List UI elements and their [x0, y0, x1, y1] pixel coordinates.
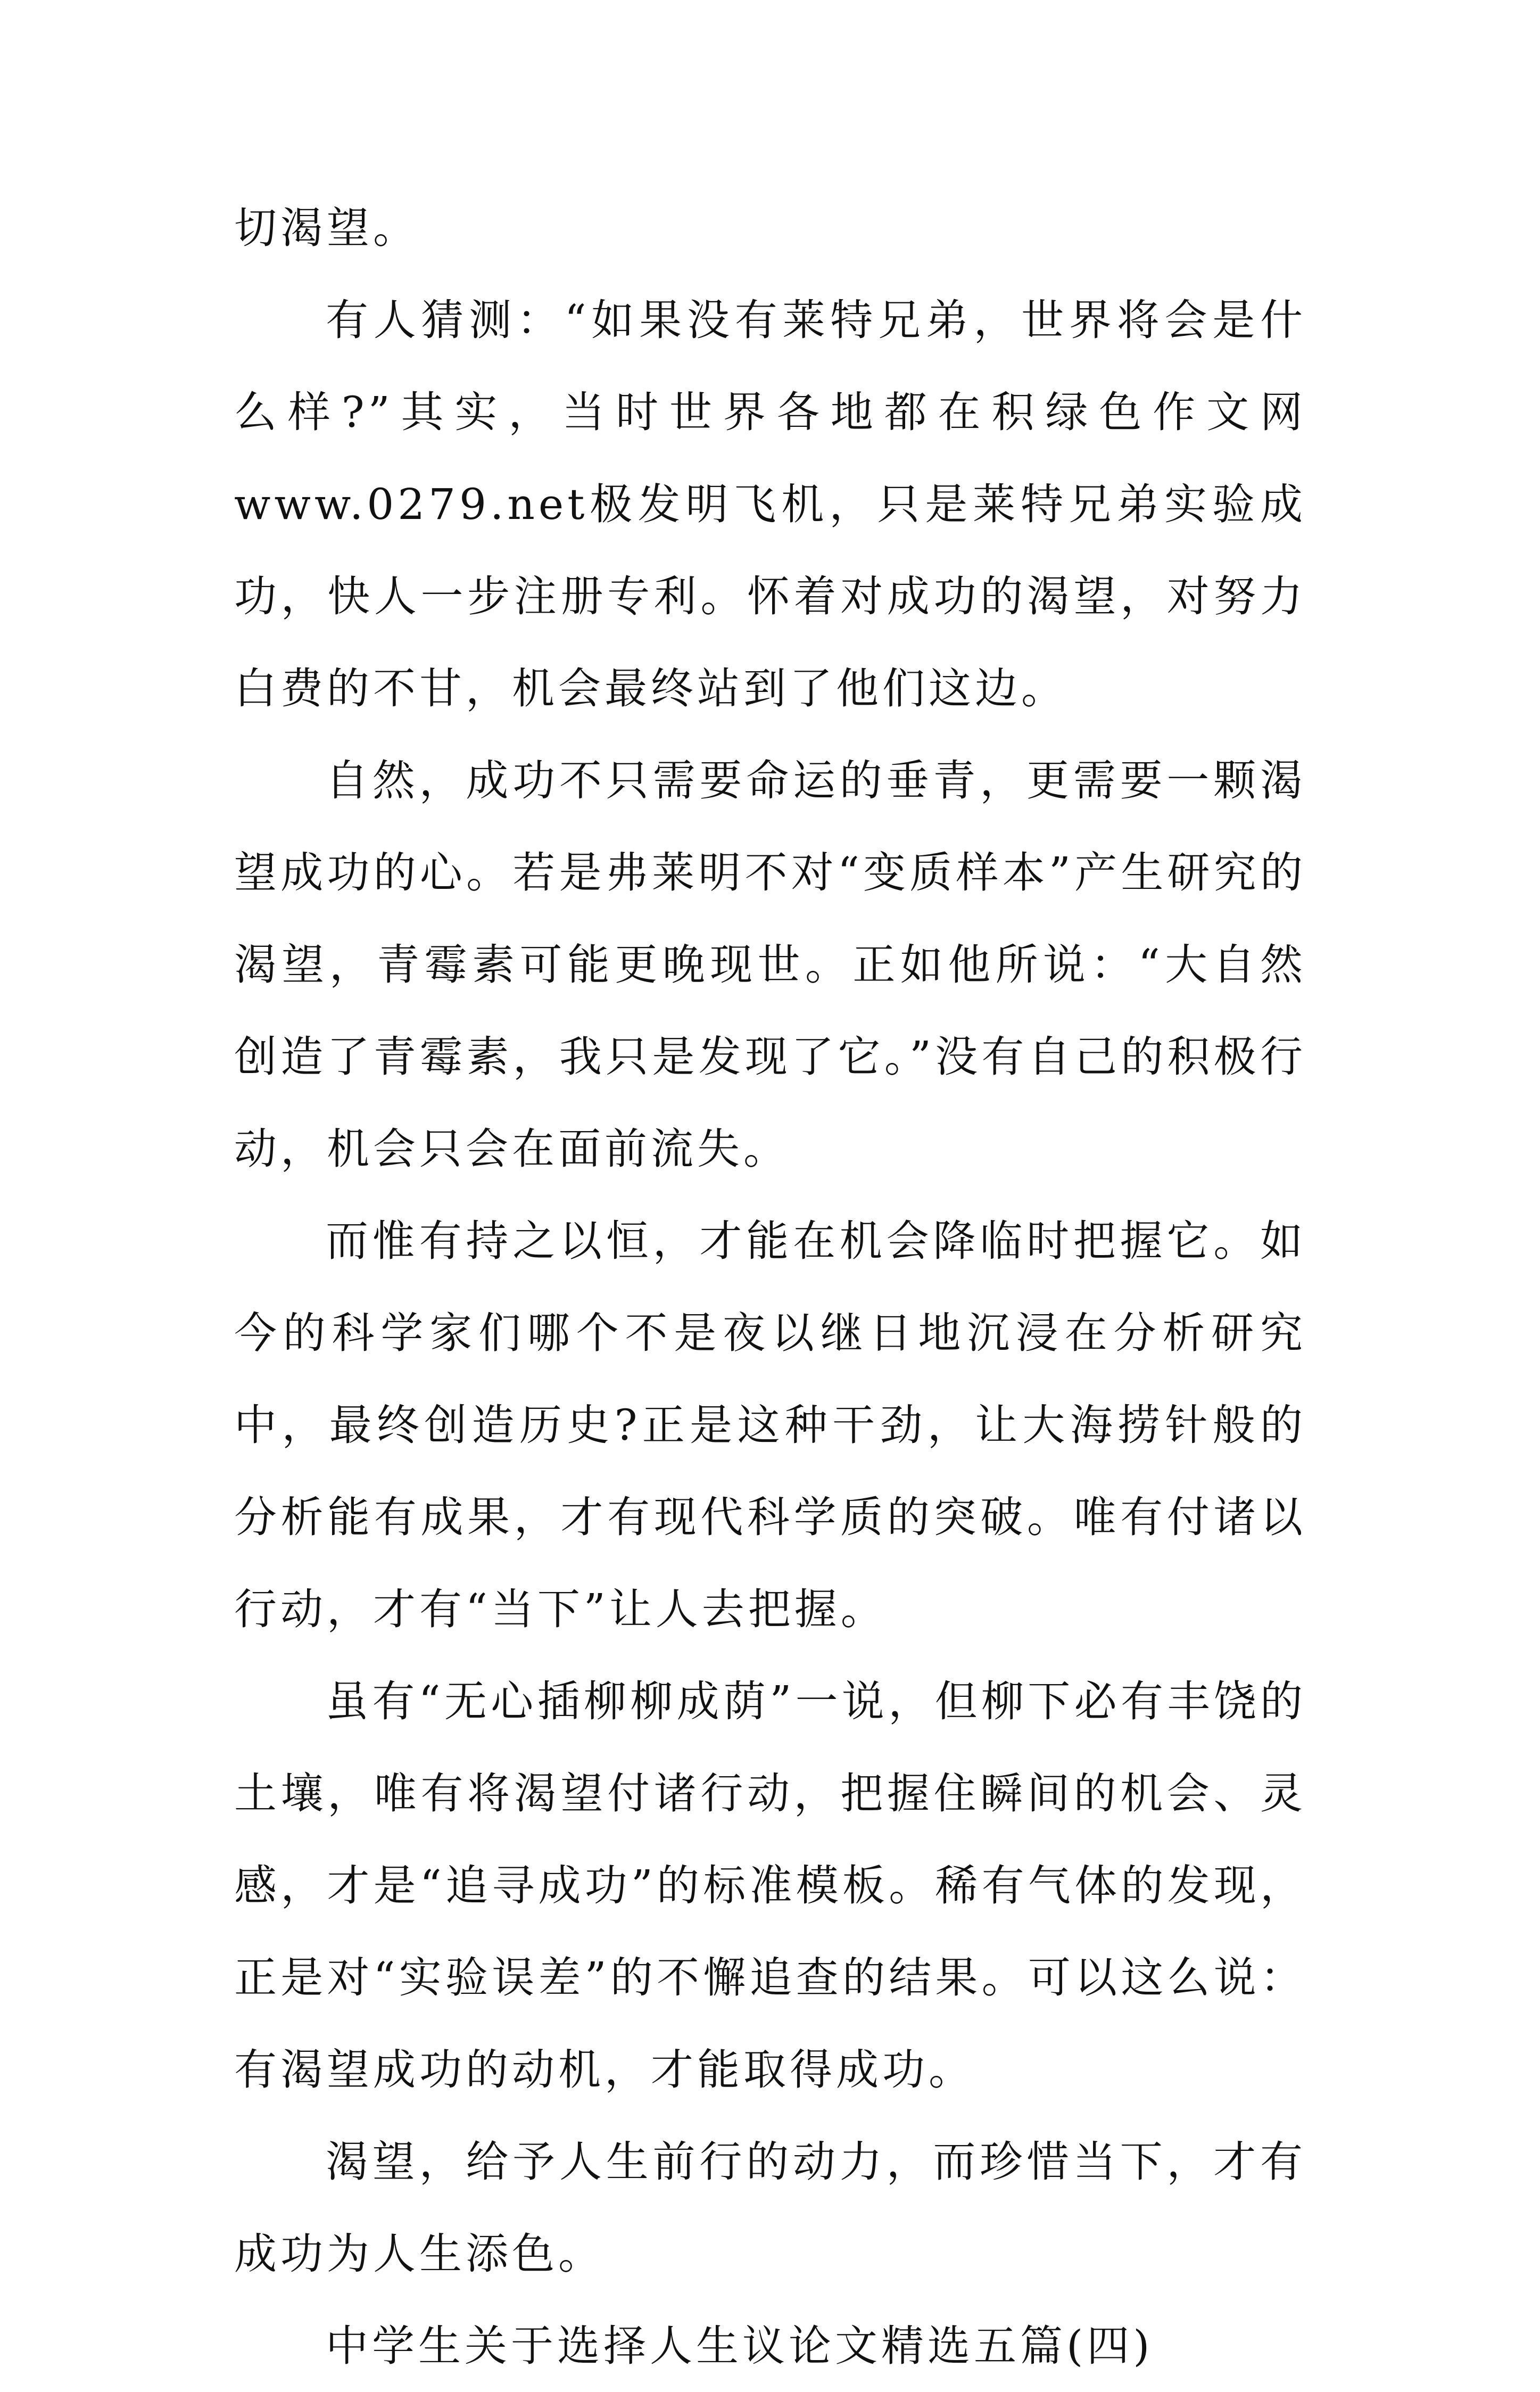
body-text: [234, 182, 1306, 2392]
paragraph-5: 虽有“无心插柳柳成荫”一说，但柳下必有丰饶的土壤，唯有将渴望付诸行动，把握住瞬间的机会、灵感，才是“追寻成功”的标准模板。稀有气体的发现，正是对“实验误差”的不懈追查的结果。可以这么说：有渴望成功的动机，才能取得成功。: [234, 1677, 1306, 2094]
paragraph-4: 而惟有持之以恒，才能在机会降临时把握它。如今的科学家们哪个不是夜以继日地沉浸在分析研究中，最终创造历史?正是这种干劲，让大海捞针般的分析能有成果，才有现代科学质的突破。唯有付诸以行动，才有“当下”让人去把握。: [234, 1216, 1306, 1634]
section-heading: 中学生关于选择人生议论文精选五篇(四): [326, 2321, 1154, 2371]
paragraph-1: 切渴望。: [234, 203, 419, 253]
paragraph-6: 渴望，给予人生前行的动力，而珍惜当下，才有成功为人生添色。: [234, 2137, 1306, 2279]
paragraph-3: 自然，成功不只需要命运的垂青，更需要一颗渴望成功的心。若是弗莱明不对“变质样本”产生研究的渴望，青霉素可能更晚现世。正如他所说：“大自然创造了青霉素，我只是发现了它。”没有自己的积极行动，机会只会在面前流失。: [234, 756, 1306, 1174]
paragraph-2: 有人猜测：“如果没有莱特兄弟，世界将会是什么样?”其实，当时世界各地都在积绿色作文网www.0279.net极发明飞机，只是莱特兄弟实验成功，快人一步注册专利。怀着对成功的渴望，对努力白费的不甘，机会最终站到了他们这边。: [234, 295, 1306, 713]
